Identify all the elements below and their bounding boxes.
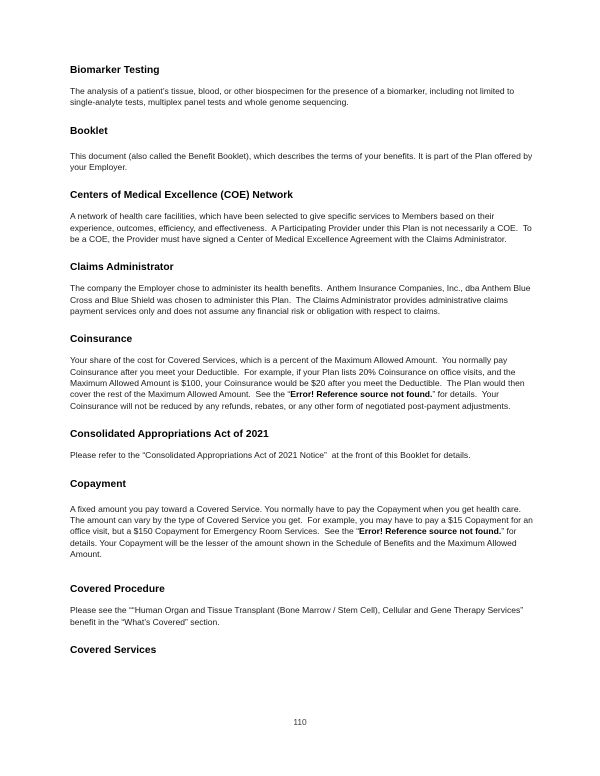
section-heading-covered-services: Covered Services — [70, 644, 157, 656]
copayment-error-reference: Error! Reference source not found. — [359, 526, 502, 537]
spacer — [70, 346, 534, 355]
spacer — [70, 628, 534, 644]
copayment-text-after-error: ” for details. Your Copayment will be the lesser of the amount shown in the Schedule of Benefits and the Maximum Allowed Amount. — [70, 526, 519, 559]
section-body-booklet: This document (also called the Benefit Booklet), which describes the terms of your benefits. It is part of the Plan offered by your Employer. — [70, 150, 535, 173]
spacer — [70, 596, 534, 605]
coinsurance-error-reference: Error! Reference source not found. — [290, 389, 433, 400]
section-body-coe-network: A network of health care facilities, which have been selected to give specific services to Members based on their experience, outcomes, efficiency, and effectiveness. A Participating Provider under this Plan is not necessarily a COE. To be a COE, the Provider must have signed a Center of Medical Excellence Agreement with the Claims Administrator. — [70, 211, 535, 245]
spacer — [70, 109, 534, 125]
section-heading-coe-network: Centers of Medical Excellence (COE) Network — [70, 190, 293, 202]
coinsurance-text-before-error: Your share of the cost for Covered Services, which is a percent of the Maximum Allowed Amount. You normally pay Coinsurance after you meet your Deductible. For example, if your Plan lists 20% Coinsurance on office visits, and the Maximum Allowed Amount is $100, your Coinsurance would be $20 after you meet the Deductible. The Plan would then cover the rest of the Maximum Allowed Amount. See the “ — [70, 355, 527, 400]
spacer — [70, 441, 534, 450]
page-number: 110 — [293, 717, 307, 727]
spacer — [70, 202, 534, 211]
section-heading-copayment: Copayment — [70, 478, 126, 490]
spacer — [70, 462, 534, 478]
document-content — [70, 64, 534, 657]
section-body-copayment — [70, 504, 534, 561]
section-heading-claims-administrator: Claims Administrator — [70, 262, 174, 274]
section-heading-covered-procedure: Covered Procedure — [70, 584, 165, 596]
copayment-text-before-error: A fixed amount you pay toward a Covered Service. You normally have to pay the Copayment when you get health care. The amount can vary by the type of Covered Service you get. For example, you may have to pay a $15 Copayment for an office visit, but a $150 Copayment for Emergency Room Services. See the “ — [70, 503, 536, 537]
spacer — [70, 245, 534, 261]
spacer — [70, 274, 534, 283]
spacer — [70, 317, 534, 333]
section-heading-coinsurance: Coinsurance — [70, 334, 133, 346]
spacer — [70, 138, 534, 151]
spacer — [70, 77, 534, 86]
spacer — [70, 560, 534, 583]
section-body-covered-procedure: Please see the ““Human Organ and Tissue Transplant (Bone Marrow / Stem Cell), Cellular and Gene Therapy Services” benefit in the “What’s Covered” section. — [70, 605, 526, 627]
section-body-consolidated-appropriations-act: Please refer to the “Consolidated Appropriations Act of 2021 Notice” at the front of this Booklet for details. — [70, 450, 471, 461]
section-body-coinsurance — [70, 355, 534, 412]
section-body-claims-administrator: The company the Employer chose to administer its health benefits. Anthem Insurance Companies, Inc., dba Anthem Blue Cross and Blue Shield was chosen to administer this Plan. The Claims Administrator provides administrative claims payment services only and does not assume any financial risk or obligation with respect to claims. — [70, 283, 533, 317]
spacer — [70, 491, 534, 504]
spacer — [70, 173, 534, 189]
section-heading-biomarker-testing: Biomarker Testing — [70, 65, 160, 76]
section-heading-consolidated-appropriations-act: Consolidated Appropriations Act of 2021 — [70, 429, 269, 441]
spacer — [70, 412, 534, 428]
section-heading-booklet: Booklet — [70, 125, 108, 137]
section-body-biomarker-testing: The analysis of a patient’s tissue, blood, or other biospecimen for the presence of a biomarker, including not limited to single-analyte tests, multiplex panel tests and whole genome sequencing. — [70, 86, 517, 108]
coinsurance-text-after-error: ” for details. Your Coinsurance will not be reduced by any refunds, rebates, or any other form of negotiated post-payment adjustments. — [70, 389, 511, 411]
